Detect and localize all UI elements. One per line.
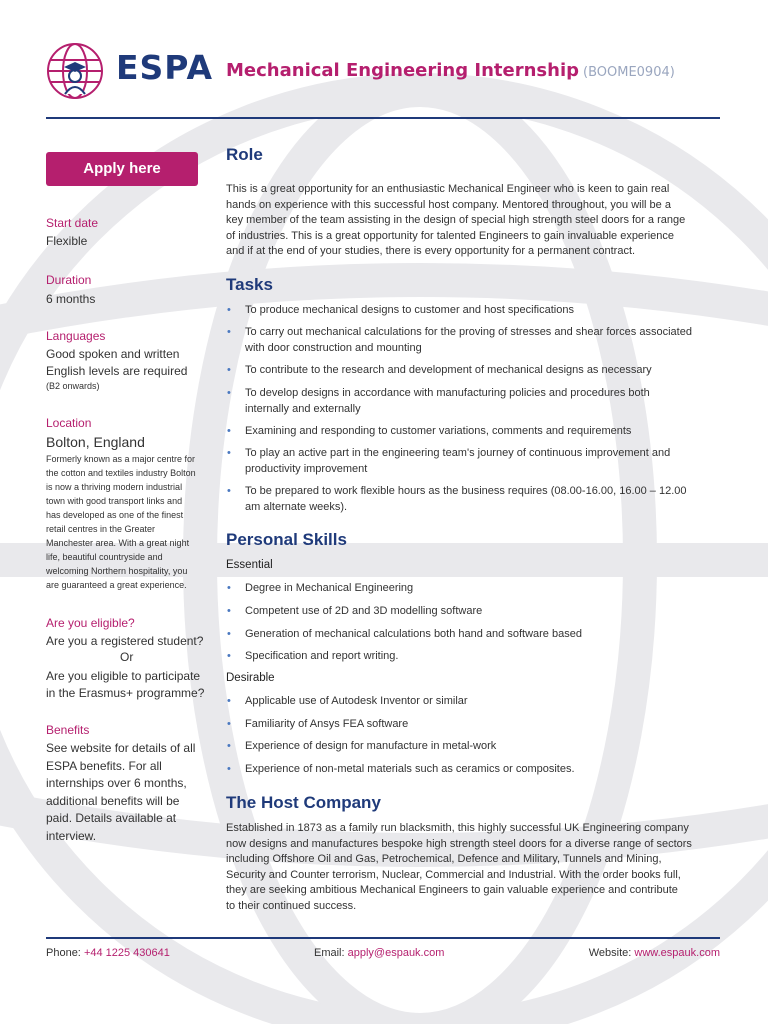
skill-text: Degree in Mechanical Engineering	[245, 582, 414, 594]
duration-value: 6 months	[46, 292, 96, 306]
skill-text: Experience of design for manufacture in metal-work	[245, 740, 497, 752]
languages-line-1: Good spoken and written	[46, 347, 180, 361]
eligibility-question-2-line-1: Are you eligible to participate	[46, 669, 201, 683]
footer-email	[314, 947, 444, 959]
task-text: To produce mechanical designs to customer and host specifications	[245, 304, 574, 316]
task-text: To be prepared to work flexible hours as the business requires (08.00-16.00, 16.00 – 12.00	[245, 485, 687, 497]
eligibility-question-1: Are you a registered student?	[46, 634, 204, 648]
bullet-icon: •	[227, 763, 231, 775]
apply-here-button[interactable]: Apply here	[46, 152, 198, 186]
location-value: Bolton, England	[46, 434, 145, 450]
essential-label: Essential	[226, 559, 273, 571]
task-item	[226, 446, 670, 477]
bullet-icon: •	[227, 605, 231, 617]
skill-text: Familiarity of Ansys FEA software	[245, 718, 409, 730]
footer-phone	[46, 947, 170, 959]
location-desc-line: retail centres in the Greater	[46, 524, 156, 534]
host-line: including Offshore Oil and Gas, Petrochemical, Defence and Military, Tunnels and Mining,	[226, 853, 662, 865]
footer-divider	[46, 937, 720, 939]
skill-item	[226, 717, 408, 733]
task-text: To contribute to the research and development of mechanical designs as necessary	[245, 364, 652, 376]
task-text: am alternate weeks).	[245, 500, 348, 513]
benefits-label: Benefits	[46, 723, 90, 737]
phone-link[interactable]: +44 1225 430641	[83, 947, 170, 959]
job-title-text: Mechanical Engineering Internship	[226, 60, 579, 81]
task-item	[226, 424, 631, 440]
task-text: To develop designs in accordance with manufacturing policies and procedures both	[245, 387, 650, 399]
eligibility-question-2-line-2: in the Erasmus+ programme?	[46, 686, 205, 700]
start-date-value: Flexible	[46, 234, 88, 248]
host-line: to their continued success.	[226, 899, 357, 912]
languages-label: Languages	[46, 329, 106, 343]
espa-globe-logo-icon	[46, 42, 104, 100]
benefits-line: paid. Details available at	[46, 811, 177, 825]
skill-text: Specification and report writing.	[245, 650, 399, 662]
benefits-line: ESPA benefits. For all	[46, 759, 162, 773]
website-label: Website:	[588, 947, 632, 959]
languages-line-2: English levels are required	[46, 364, 188, 378]
sidebar	[46, 152, 206, 843]
bullet-icon: •	[227, 304, 231, 316]
task-text: To carry out mechanical calculations for the proving of stresses and shear forces associated	[245, 326, 692, 338]
benefits-line: See website for details of all	[46, 741, 196, 755]
espa-logo-text: ESPA	[116, 48, 214, 87]
desirable-label: Desirable	[226, 672, 275, 684]
bullet-icon: •	[227, 387, 231, 399]
job-code: (BOOME0904)	[583, 65, 675, 80]
bullet-icon: •	[227, 740, 231, 752]
bullet-icon: •	[227, 650, 231, 662]
bullet-icon: •	[227, 718, 231, 730]
location-desc-line: the cotton and textiles industry Bolton	[46, 468, 196, 478]
location-desc-line: town with good transport links and	[46, 496, 183, 506]
task-text: productivity improvement	[245, 462, 368, 475]
task-item	[226, 303, 574, 319]
location-desc-line: Formerly known as a major centre for	[46, 454, 196, 464]
footer-website	[589, 947, 720, 959]
email-link[interactable]: apply@espauk.com	[347, 947, 445, 959]
task-text: To play an active part in the engineering team's journey of continuous improvement and	[245, 447, 671, 459]
benefits-line: internships over 6 months,	[46, 776, 187, 790]
personal-skills-heading: Personal Skills	[226, 530, 347, 549]
duration-label: Duration	[46, 273, 92, 287]
tasks-heading: Tasks	[226, 275, 273, 294]
benefits-line: additional benefits will be	[46, 794, 180, 808]
skill-item	[226, 581, 413, 597]
location-label: Location	[46, 416, 92, 430]
eligibility-or: Or	[120, 650, 134, 664]
task-item	[226, 363, 652, 379]
skill-text: Generation of mechanical calculations both hand and software based	[245, 628, 582, 640]
bullet-icon: •	[227, 425, 231, 437]
role-line: key member of the team assisting in the design of special high strength steel doors for a range	[226, 214, 686, 226]
role-line: This is a great opportunity for an enthusiastic Mechanical Engineer who is keen to gain real	[226, 183, 670, 195]
skill-item	[226, 627, 582, 643]
page-title	[226, 60, 675, 81]
bullet-icon: •	[227, 628, 231, 640]
skill-item	[226, 762, 575, 778]
role-line: hands on experience with this successful host company. Mentored throughout, you will be a	[226, 198, 671, 211]
email-label: Email:	[314, 947, 345, 959]
host-company-heading: The Host Company	[226, 793, 381, 812]
bullet-icon: •	[227, 582, 231, 594]
location-desc-line: Manchester area. With a great night	[46, 538, 190, 548]
bullet-icon: •	[227, 695, 231, 707]
phone-label: Phone:	[46, 947, 81, 959]
skill-item	[226, 604, 482, 620]
skill-item	[226, 649, 398, 665]
task-text: internally and externally	[245, 402, 361, 415]
role-line: of industries. This is a great opportunity for talented Engineers to gain invaluable experience	[226, 229, 675, 242]
skill-item	[226, 694, 468, 710]
skill-text: Competent use of 2D and 3D modelling software	[245, 605, 483, 617]
host-line: Security and Counter terrorism, Nuclear, Commercial and Industrial. With the order books full,	[226, 868, 681, 881]
location-desc-line: life, beautiful countryside and	[46, 552, 163, 562]
role-heading: Role	[226, 145, 263, 164]
task-item	[226, 386, 650, 417]
bullet-icon: •	[227, 447, 231, 459]
task-item	[226, 325, 692, 356]
eligibility-label: Are you eligible?	[46, 616, 135, 630]
task-item	[226, 484, 687, 515]
location-desc-line: are guaranteed a great experience.	[46, 580, 187, 590]
bullet-icon: •	[227, 485, 231, 497]
website-link[interactable]: www.espauk.com	[634, 947, 720, 959]
role-line: and if at the end of your studies, there is every opportunity for a permanent contract.	[226, 245, 636, 257]
skill-item	[226, 739, 496, 755]
task-text: with door construction and mounting	[245, 341, 422, 354]
location-desc-line: welcoming Northern hospitality, you	[46, 566, 188, 576]
bullet-icon: •	[227, 364, 231, 376]
start-date-label: Start date	[46, 216, 99, 230]
skill-text: Applicable use of Autodesk Inventor or similar	[245, 695, 468, 707]
location-desc-line: has developed as one of the finest	[46, 510, 184, 520]
header-divider	[46, 117, 720, 119]
location-desc-line: is now a thriving modern industrial	[46, 482, 183, 492]
host-line: they are seeking ambitious Mechanical Engineers to gain valuable experience and contribute	[226, 884, 678, 896]
languages-note: (B2 onwards)	[46, 381, 100, 391]
host-line: Established in 1873 as a family run blacksmith, this highly successful UK Engineering company	[226, 822, 689, 834]
benefits-line: interview.	[46, 829, 97, 843]
host-line: now designs and manufactures bespoke high strength steel doors for a diverse range of sectors	[226, 837, 692, 850]
task-text: Examining and responding to customer variations, comments and requirements	[245, 425, 632, 437]
bullet-icon: •	[227, 326, 231, 338]
skill-text: Experience of non-metal materials such as ceramics or composites.	[245, 763, 575, 775]
